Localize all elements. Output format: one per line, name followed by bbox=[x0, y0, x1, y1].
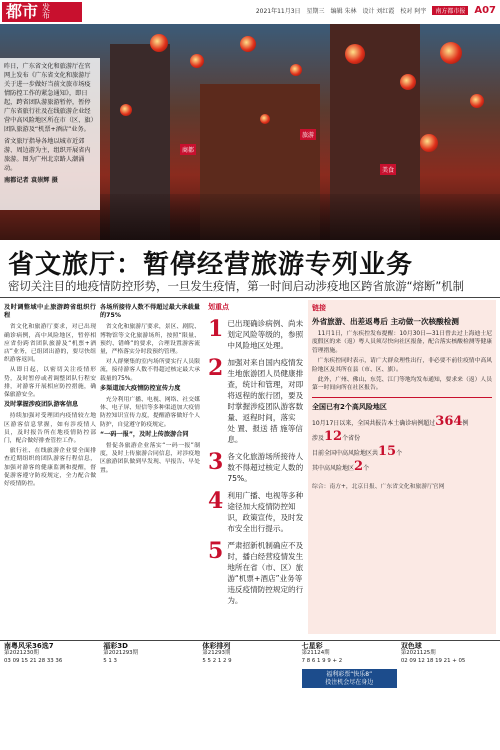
lottery-item bbox=[401, 643, 496, 747]
lottery-item bbox=[302, 643, 397, 747]
body-paragraph: 11月1日，广东疾控发布提醒：10月30日—31日曾去过上海迪士尼度假区的来（返）粤人员须尽快向社区报备，配合落实核酸检测等健康管理措施。 bbox=[312, 331, 492, 354]
masthead-brand: 都市 bbox=[6, 2, 39, 21]
related-news-box bbox=[308, 300, 496, 634]
lantern-decoration bbox=[470, 94, 484, 108]
lottery-item bbox=[4, 643, 99, 747]
lottery-name: 体彩排列 bbox=[202, 642, 231, 650]
caption-paragraph: 省文旅厅指导各地以城市近郊游、周边游为主，组织开展省内旅游。图为广州北京路人潮涌动。 bbox=[4, 138, 91, 172]
body-paragraph: 督促各旅游企业落实“一码一报”制度，及时上传旅游合同信息，对涉疫地区旅游团队做到早发现、早报告、早处置。 bbox=[100, 443, 200, 474]
article-column-1 bbox=[4, 302, 96, 622]
section-heading: 及时调整域中止旅游跨省组织行程 bbox=[4, 304, 96, 320]
key-point-text: 利用广播、电视等多种途径加大疫情防控知识，政策宣传，及时发布安全出行提示。 bbox=[227, 491, 304, 533]
caption-paragraph: 昨日，广东省文化和旅游厅在官网上发布《广东省文化和旅游厅关于进一步做好当前文旅市场疫情防控工作的紧急通知》，即日起，跨省团队游旅游暂停，暂停广东省旅行社及在线旅游企业经营中高风险地区所在市（区、旗）团队旅游及“机票+酒店”业务。 bbox=[4, 63, 94, 133]
article-column-2 bbox=[100, 302, 200, 622]
key-point-text: 加强对来自国内疫情发生地旅游团人员健康排查，统计和管理，对即将返程的旅行团，要及时掌握涉疫团队游客数量、返程时间，落实 处 置、报送 措 施等信息。 bbox=[227, 358, 304, 444]
related-title-2: 全国已有2个高风险地区 bbox=[312, 402, 387, 411]
lottery-issue: 第21293期 bbox=[202, 650, 231, 657]
lottery-issue: 第2021230期 bbox=[4, 650, 39, 657]
page-subtitle: 密切关注目的地疫情防控形势，一旦发生疫情，第一时间启动涉疫地区跨省旅游“熔断”机制 bbox=[8, 279, 465, 293]
masthead-logo bbox=[2, 2, 82, 22]
masthead bbox=[0, 0, 500, 24]
lantern-decoration bbox=[345, 44, 365, 64]
stat-line bbox=[312, 460, 492, 475]
page-badge: A07 bbox=[474, 5, 496, 16]
stat-number: 2 bbox=[354, 458, 364, 474]
lottery-name: 七星彩 bbox=[301, 642, 323, 650]
lottery-numbers: 5 5 2 1 2 9 bbox=[202, 657, 232, 664]
stat-unit: 例 bbox=[462, 419, 469, 427]
divider bbox=[0, 640, 500, 641]
stat-text: 涉及 bbox=[312, 434, 325, 442]
lottery-numbers: 03 09 15 21 28 33 36 bbox=[4, 657, 63, 664]
key-point-item bbox=[208, 540, 304, 606]
lantern-decoration bbox=[120, 104, 132, 116]
lottery-name: 双色球 bbox=[400, 642, 422, 650]
shop-sign: 美食 bbox=[380, 164, 396, 175]
lottery-issue: 第2021125期 bbox=[400, 650, 436, 657]
lottery-numbers: 7 8 6 1 9 9 + 2 bbox=[301, 657, 343, 664]
body-paragraph: 从即日起，以密切关注疫情形势，及时暂停或者调整团队行程安排，对游客开展相应防控措施，确保旅游安全。 bbox=[4, 367, 96, 399]
stat-number: 12 bbox=[324, 428, 343, 444]
stat-text: 10月17日以来，全国共报告本土确诊病例超过 bbox=[312, 419, 436, 427]
stat-line bbox=[312, 445, 492, 460]
lantern-decoration bbox=[150, 34, 168, 52]
key-point-number: 4 bbox=[208, 488, 224, 514]
key-point-number: 3 bbox=[208, 449, 224, 475]
lottery-item bbox=[202, 643, 297, 747]
lottery-item bbox=[103, 643, 198, 747]
body-paragraph: 持续加强对受理团内疫情较左地区游客信息掌握，如有涉疫情人员，及时报告所在地疫情防控部门，配合做好排查管控工作。 bbox=[4, 413, 96, 445]
shop-sign: 旅游 bbox=[300, 129, 316, 140]
lottery-ad-title: 福利彩票“快乐8” bbox=[326, 671, 373, 679]
related-label: 链接 bbox=[312, 304, 326, 312]
meta-designer: 设计 刘红霞 bbox=[362, 8, 395, 15]
body-paragraph: 充分利用广播、电视、网络、社交媒体、电子屏、短信等多种渠道加大疫情防控知识宣传力度，提醒游客做好个人防护，自觉遵守防疫规定。 bbox=[100, 397, 200, 428]
body-paragraph: 此外，广州、佛山、东莞、江门等地均发布通知，要求来（返）人员第一时间向所在社区报告。 bbox=[312, 377, 492, 392]
source-note: 综合：南方+，北京日报、广东省文化和旅游厅官网 bbox=[312, 483, 445, 490]
stat-unit: 个 bbox=[363, 464, 370, 472]
lantern-decoration bbox=[190, 54, 204, 68]
divider bbox=[0, 297, 500, 298]
section-heading: 多渠道加大疫情防控宣传力度 bbox=[100, 384, 181, 392]
lottery-section bbox=[4, 643, 496, 747]
key-point-item bbox=[208, 451, 304, 484]
crowd bbox=[100, 194, 500, 240]
lantern-decoration bbox=[440, 42, 462, 64]
key-point-text: 已出现确诊病例、尚未划定风险等级的，参照中风险地区处理。 bbox=[227, 319, 304, 350]
lantern-decoration bbox=[420, 134, 438, 152]
lottery-issue: 第21124期 bbox=[301, 650, 330, 657]
section-heading: 及时掌握涉疫团队游客信息 bbox=[4, 401, 79, 409]
lantern-decoration bbox=[240, 36, 256, 52]
key-point-text: 各文化旅游场所接待人数不得超过核定人数的75%。 bbox=[227, 452, 304, 483]
body-paragraph: 对人群聚集的室内场所要实行人员限流，接待游客人数不得超过核定最大承载量的75%。 bbox=[100, 359, 200, 382]
lottery-name: 福彩3D bbox=[103, 642, 128, 650]
body-paragraph: 旅行社、在线旅游企业要全面排查近期组织的团队游客行程信息，加强对游客的健康监测和提醒，督促游客遵守防疫规定，全力配合做好疫情防控。 bbox=[4, 448, 96, 488]
divider bbox=[312, 397, 492, 398]
stat-line bbox=[312, 415, 492, 430]
section-heading: “一码一报”，及时上传旅游合同 bbox=[100, 430, 189, 438]
body-paragraph: 广东疾控同时表示，请广大群众理性出行，非必要不前往疫情中高风险地区及其所在县（市、区、旗）。 bbox=[312, 358, 492, 373]
page-title: 省文旅厅：暂停经营旅游专列业务 bbox=[8, 250, 414, 280]
key-point-text: 严肃招新机制确应不及时，播白经营疫情发生地所在省（市、区）旅游“机票+酒店”业务等违反疫情防控规定的行为。 bbox=[227, 541, 304, 605]
meta-date: 2021年11月3日 bbox=[255, 8, 301, 15]
hero-photo bbox=[0, 24, 500, 240]
key-point-number: 1 bbox=[208, 316, 224, 342]
key-points-title: 划重点 bbox=[208, 303, 229, 311]
key-point-number: 5 bbox=[208, 538, 224, 564]
stat-number: 364 bbox=[435, 413, 463, 429]
key-point-item bbox=[208, 318, 304, 351]
shop-sign: 商都 bbox=[180, 144, 196, 155]
meta-editor: 编辑 朱林 bbox=[330, 8, 357, 15]
stat-line bbox=[312, 430, 492, 445]
lantern-decoration bbox=[290, 64, 302, 76]
photo-caption bbox=[0, 58, 100, 210]
key-point-number: 2 bbox=[208, 355, 224, 381]
stat-unit: 个省份 bbox=[342, 434, 361, 442]
stat-number: 15 bbox=[378, 443, 397, 459]
lottery-numbers: 5 1 3 bbox=[103, 657, 117, 664]
body-paragraph: 省文化和旅游厅要求，景区、剧院、博物馆等文化旅游场所，按照“限量、预约、错峰”的要求，合理设置游客流量，严格落实分时段预约管理。 bbox=[100, 324, 200, 356]
body-paragraph: 省文化和旅游厅要求，对已出现确诊病例，高中风险地区，暂停相应省份跨省团队旅游及“机票+酒店”业务，已组团出游的，要尽快组织游客返回。 bbox=[4, 324, 96, 364]
masthead-meta bbox=[256, 5, 496, 16]
key-point-item bbox=[208, 357, 304, 445]
lottery-name: 南粤风采36选7 bbox=[4, 642, 54, 650]
lottery-ad bbox=[302, 669, 397, 688]
section-heading: 各场所接待人数不得超过最大承载量的75% bbox=[100, 304, 200, 320]
meta-banner: 南方都市报 bbox=[432, 6, 468, 15]
meta-weekday: 星期三 bbox=[306, 8, 325, 15]
lottery-issue: 第2021293期 bbox=[103, 650, 138, 657]
stat-text: 目前全国中高风险地区共 bbox=[312, 449, 379, 457]
lantern-decoration bbox=[400, 74, 416, 90]
caption-credit: 南都记者 袁崇辉 摄 bbox=[4, 177, 58, 184]
key-point-item bbox=[208, 490, 304, 534]
stat-text: 其中高风险地区 bbox=[312, 464, 355, 472]
related-title: 外省旅游、出差返粤后 主动做一次核酸检测 bbox=[312, 317, 459, 326]
meta-proofreader: 校对 阿宇 bbox=[400, 8, 427, 15]
lottery-ad-subtitle: 投注机会尽在身边 bbox=[325, 678, 374, 686]
key-points-box bbox=[208, 302, 304, 622]
stat-unit: 个 bbox=[396, 449, 403, 457]
lantern-decoration bbox=[260, 114, 270, 124]
masthead-section: 发布 bbox=[42, 3, 51, 20]
lottery-numbers: 02 09 12 18 19 21 + 05 bbox=[400, 657, 466, 664]
